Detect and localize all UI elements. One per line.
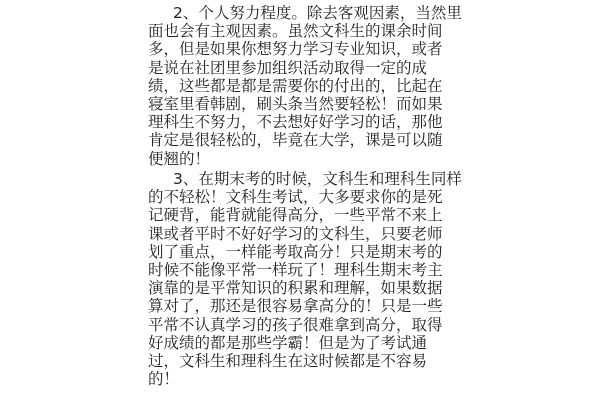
paragraph-2-line: 是说在社团里参加组织活动取得一定的成 [148,59,428,77]
paragraph-2-line: 绩，这些都是都是需要你的付出的，比起在 [148,77,443,95]
paragraph-3-line: 课或者平时不好好学习的文科生，只要老师 [148,225,443,243]
paragraph-2-line: 便翘的！ [148,150,211,168]
paragraph-3-line: 时候不能像平常一样玩了！理科生期末考主 [148,261,443,279]
paragraph-2-line: 理科生不努力，不去想好好学习的话，那他 [148,113,443,131]
paragraph-3-line: 的！ [148,370,180,388]
paragraph-3-line: 算对了，那还是很容易拿高分的！只是一些 [148,297,443,315]
paragraph-2-line: 肯定是很轻松的，毕竟在大学，课是可以随 [148,131,443,149]
paragraph-3-line: 平常不认真学习的孩子很难拿到高分，取得 [148,316,443,334]
paragraph-3-line: 3、在期末考的时候，文科生和理科生同样 [173,170,462,188]
paragraph-3-line: 过，文科生和理科生在这时候都是不容易 [148,352,428,370]
paragraph-3-line: 划了重点，一样能考取高分！只是期末考的 [148,243,443,261]
paragraph-2-line: 多，但是如果你想努力学习专业知识，或者 [148,40,443,58]
paragraph-3-line: 好成绩的都是那些学霸！但是为了考试通 [148,334,428,352]
paragraph-3-line: 记硬背，能背就能得高分，一些平常不来上 [148,206,443,224]
paragraph-3-line: 的不轻松！文科生考试，大多要求你的是死 [148,188,443,206]
paragraph-2-line: 2、个人努力程度。除去客观因素，当然里 [173,4,462,22]
paragraph-3-line: 演靠的是平常知识的积累和理解，如果数据 [148,279,443,297]
paragraph-2-line: 寝室里看韩剧，刷头条当然要轻松！而如果 [148,95,443,113]
paragraph-2-line: 面也会有主观因素。虽然文科生的课余时间 [148,22,443,40]
